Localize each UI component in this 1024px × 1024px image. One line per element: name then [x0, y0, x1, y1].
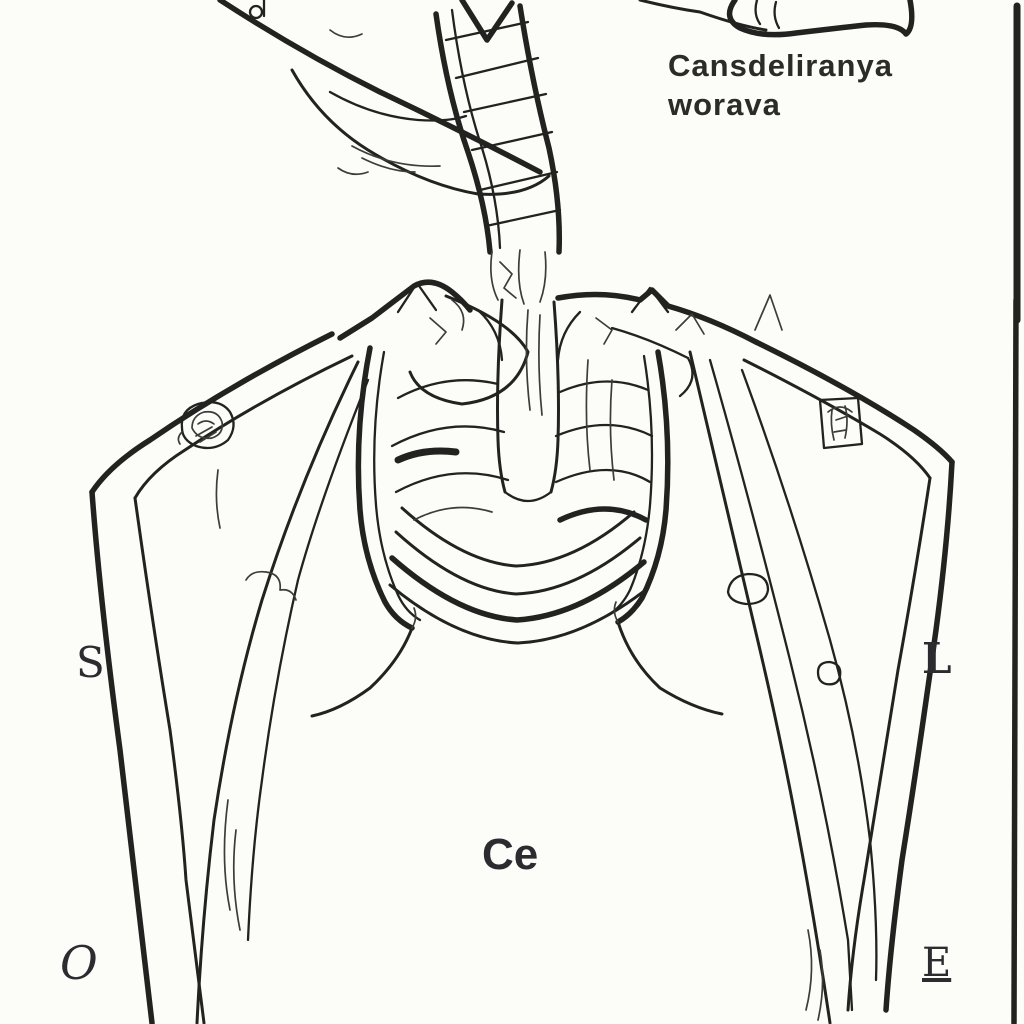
shoulder-girdle-drawing — [340, 282, 782, 404]
right-wing-bones — [690, 342, 952, 1023]
label-ce: Ce — [482, 830, 539, 879]
scan-border — [1014, 6, 1017, 1023]
boxed-seal-icon — [820, 398, 862, 448]
label-e: E — [922, 940, 952, 986]
top-right-bone-drawing — [640, 0, 912, 35]
neck-vertebrae-drawing — [436, 6, 560, 304]
specimen-caption — [668, 46, 893, 124]
caption-line-1: Cansdeliranya — [668, 48, 893, 83]
ribcage-drawing — [312, 300, 722, 716]
label-o: O — [60, 936, 98, 990]
label-l: L — [922, 634, 952, 683]
label-s: S — [76, 638, 105, 687]
caption-line-2: worava — [668, 87, 781, 122]
